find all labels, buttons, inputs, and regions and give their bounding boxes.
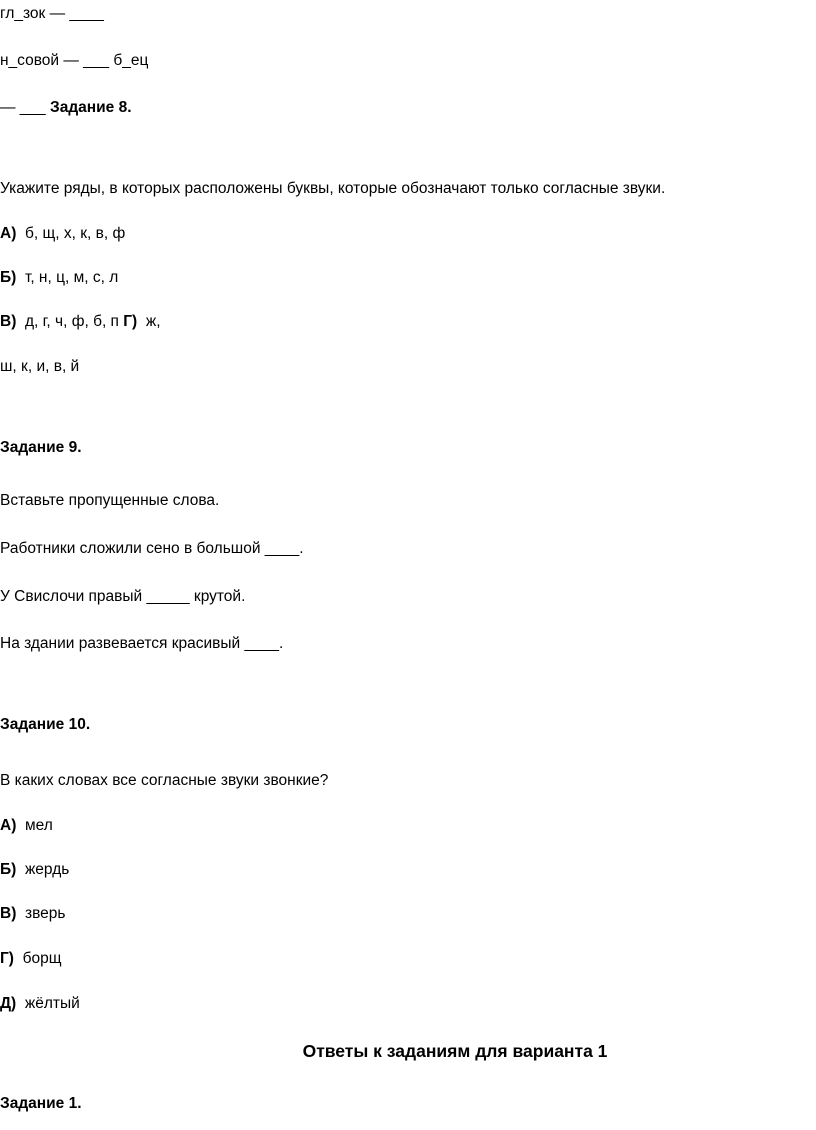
option-text: ж, — [145, 313, 161, 330]
carryover-line-3 — [0, 98, 132, 118]
option-text: жердь — [24, 861, 70, 878]
task9-sentence-1: Работники сложили сено в большой ____. — [0, 540, 304, 557]
option-letter: Б) — [0, 269, 17, 286]
task10-title: Задание 10. — [0, 716, 91, 733]
option-letter: Д) — [0, 995, 17, 1012]
task10-question: В каких словах все согласные звуки звонкие? — [0, 772, 329, 789]
option-text: зверь — [24, 905, 66, 922]
task10-option-d — [0, 994, 80, 1014]
carryover-line-2: н_совой — ___ б_ец — [0, 52, 149, 69]
task8-option-v-g — [0, 312, 161, 332]
option-text: б, щ, х, к, в, ф — [24, 225, 126, 242]
option-letter: А) — [0, 225, 17, 242]
answers-heading — [0, 1040, 816, 1062]
option-letter: В) — [0, 905, 17, 922]
task10-option-a — [0, 816, 53, 836]
answers-heading-text: Ответы к заданиям для варианта 1 — [302, 1041, 608, 1061]
option-letter: В) — [0, 313, 17, 330]
task8-title: Задание 8. — [49, 99, 132, 116]
task10-option-g — [0, 949, 61, 969]
option-letter: Г) — [0, 950, 14, 967]
task8-option-a — [0, 224, 125, 244]
option-letter: Б) — [0, 861, 17, 878]
answers-task1-title: Задание 1. — [0, 1095, 82, 1112]
task10-option-v — [0, 904, 65, 924]
option-text: мел — [24, 817, 53, 834]
option-letter: А) — [0, 817, 17, 834]
task8-option-b — [0, 268, 118, 288]
task9-sentence-3: На здании развевается красивый ____. — [0, 635, 284, 652]
task9-sentence-2: У Свислочи правый _____ крутой. — [0, 588, 246, 605]
task8-question: Укажите ряды, в которых расположены буквы, которые обозначают только согласные звуки. — [0, 180, 666, 197]
option-text: жёлтый — [24, 995, 80, 1012]
option-text: борщ — [22, 950, 62, 967]
task9-title: Задание 9. — [0, 439, 82, 456]
task8-option-g-continuation: ш, к, и, в, й — [0, 358, 80, 375]
option-text: т, н, ц, м, с, л — [24, 269, 119, 286]
task9-instruction: Вставьте пропущенные слова. — [0, 492, 220, 509]
task10-option-b — [0, 860, 69, 880]
option-letter: Г) — [123, 313, 138, 330]
carryover-line-3-prefix: — ___ — [0, 99, 50, 116]
carryover-line-1: гл_зок — ____ — [0, 5, 104, 22]
option-text: д, г, ч, ф, б, п — [24, 313, 119, 330]
